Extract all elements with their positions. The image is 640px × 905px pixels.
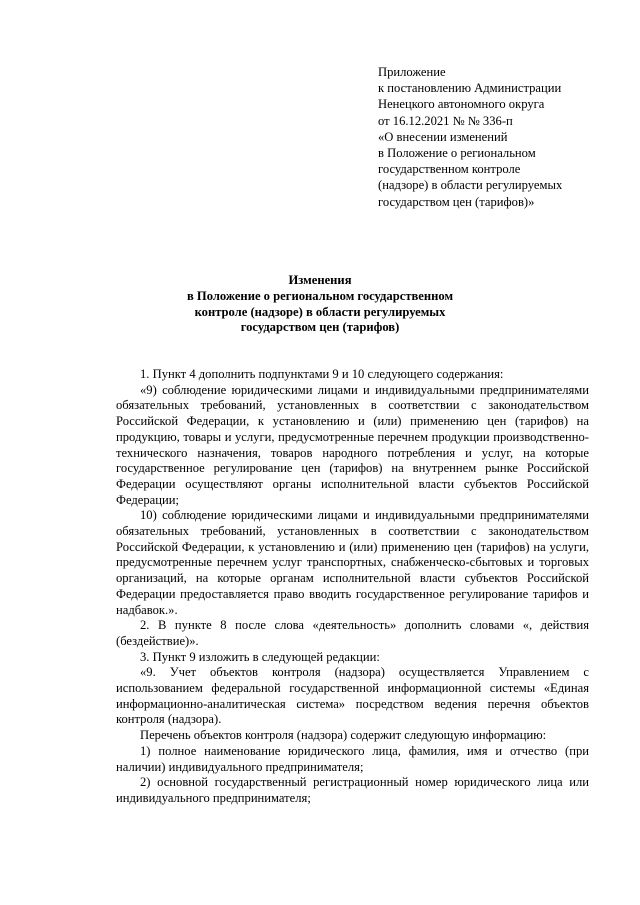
appendix-line: государственном контроле <box>378 162 521 177</box>
paragraph: 1) полное наименование юридического лица, фамилия, имя и отчество (при наличии) индивидуального предпринимателя; <box>116 743 589 774</box>
title-line: контроле (надзоре) в области регулируемых <box>194 304 446 319</box>
appendix-line: Приложение <box>378 65 446 79</box>
paragraph: 3. Пункт 9 изложить в следующей редакции: <box>140 649 380 664</box>
title-line: в Положение о региональном государственном <box>186 288 454 303</box>
document-body <box>116 367 589 807</box>
paragraph: 2) основной государственный регистрационный номер юридического лица или индивидуального предпринимателя; <box>116 775 589 805</box>
appendix-line: «О внесении изменений <box>378 129 508 144</box>
paragraph: 1. Пункт 4 дополнить подпунктами 9 и 10 следующего содержания: <box>140 367 504 381</box>
paragraph: 2. В пункте 8 после слова «деятельность» дополнить словами «, действия (бездействие)». <box>116 618 589 648</box>
paragraph: «9) соблюдение юридическими лицами и индивидуальными предпринимателями обязательных требований, установленных в соответствии с законодательством Российской Федерации, к установлению и (или) применению цен (тарифов) на продукцию, товары и услуги, предусмотренные перечнем продукции производственно-технического назначения, товаров народного потребления и услуг, на которые государственное регулирование цен (тарифов) на внутреннем рынке Российской Федерации осуществляют органы исполнительной власти субъектов Российской Федерации; <box>116 382 589 507</box>
title-line: Изменения <box>288 273 352 287</box>
appendix-line: от 16.12.2021 № № 336-п <box>378 113 513 128</box>
appendix-line: (надзоре) в области регулируемых <box>378 178 563 193</box>
paragraph: Перечень объектов контроля (надзора) содержит следующую информацию: <box>140 728 547 743</box>
title-line: государством цен (тарифов) <box>240 320 400 335</box>
appendix-line: государством цен (тарифов)» <box>378 194 535 209</box>
paragraph: «9. Учет объектов контроля (надзора) осуществляется Управлением с использованием федеральной государственной информационной системы «Единая информационно-аналитическая система» посредством ведения перечня объектов контроля (надзора). <box>116 665 589 727</box>
paragraph: 10) соблюдение юридическими лицами и индивидуальными предпринимателями обязательных требований, установленных в соответствии с законодательством Российской Федерации, к установлению и (или) применению цен (тарифов) на услуги, предусмотренные перечнем услуг транспортных, снабженческо-сбытовых и торговых организаций, на которые органам исполнительной власти субъектов Российской Федерации предоставляется право вводить государственное регулирование тарифов и надбавок.». <box>116 508 589 617</box>
document-title <box>100 273 540 336</box>
appendix-line: в Положение о региональном <box>378 146 536 161</box>
appendix-header <box>378 64 628 210</box>
appendix-line: Ненецкого автономного округа <box>378 97 545 112</box>
appendix-line: к постановлению Администрации <box>378 81 562 96</box>
